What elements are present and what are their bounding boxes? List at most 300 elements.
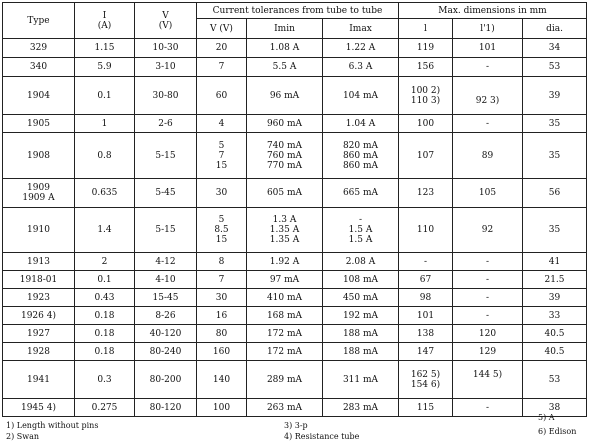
cell-line: 5-15 [155,225,176,235]
cell-line: 67 [419,274,432,285]
cell-line: 98 [419,292,432,303]
diameter-cell [523,77,587,115]
imin-cell [247,325,323,343]
type-cell [3,343,75,361]
length-nopins-cell [453,253,523,271]
voltage-cell [135,271,197,289]
voltage-label: V [162,10,169,21]
cell-line: 20 [215,43,228,53]
cell-line: 8 [218,256,225,267]
current-cell [75,208,135,253]
cell-line: 450 mA [342,292,379,303]
cell-line: 188 mA [342,346,379,357]
col-type-header: Type [3,3,75,39]
cell-line: 8.5 [214,225,229,235]
table-row [3,77,587,115]
tol-voltage-cell [197,208,247,253]
cell-line: 80-240 [149,346,182,357]
table-row [3,253,587,271]
diameter-cell [523,115,587,133]
cell-line: 80 [215,328,228,339]
cell-line: 6.3 A [348,62,373,72]
table-row [3,208,587,253]
cell-line: 41 [548,256,561,267]
tol-voltage-cell [197,39,247,58]
cell-line: 1.3 A [272,215,297,225]
cell-line: 1.22 A [345,43,376,53]
length-nopins-cell [453,343,523,361]
cell-line: 1941 [27,374,50,385]
footnote-3: 3) 3-p [284,421,308,430]
cell-line: 119 [416,43,435,53]
cell-line: 7 [218,62,225,72]
cell-line: 5.9 [97,62,112,72]
cell-line: 0.635 [91,188,118,198]
tol-voltage-cell [197,271,247,289]
imax-cell [323,253,399,271]
tol-voltage-cell [197,115,247,133]
imax-cell [323,271,399,289]
cell-line: 15 [215,160,228,171]
col-imax-header: Imax [323,19,399,39]
cell-line: 263 mA [266,402,303,413]
voltage-cell [135,399,197,417]
cell-line: 16 [215,310,228,321]
current-cell [75,361,135,399]
length-cell [399,325,453,343]
cell-line: 0.43 [94,292,115,303]
imin-cell [247,343,323,361]
table-row [3,361,587,399]
cell-line: 1927 [27,328,50,339]
cell-line: 5-45 [155,188,176,198]
current-cell [75,133,135,179]
cell-line: 4-10 [155,274,176,285]
tol-voltage-cell [197,179,247,208]
cell-line: 3-10 [155,62,176,72]
type-cell [3,361,75,399]
cell-line: 8-26 [155,310,176,321]
cell-line: 15-45 [152,292,179,303]
col-imin-header: Imin [247,19,323,39]
cell-line: 1.35 A [269,235,300,245]
diameter-cell [523,58,587,77]
cell-line [455,86,520,96]
cell-line: 340 [29,62,48,72]
type-cell [3,179,75,208]
cell-line: 2.08 A [345,256,376,267]
type-cell [3,325,75,343]
dimension-group-header: Max. dimensions in mm [399,3,587,19]
type-cell [3,307,75,325]
cell-line: 39 [548,90,561,101]
diameter-cell [523,271,587,289]
cell-line: 192 mA [342,310,379,321]
table-row [3,399,587,417]
tol-voltage-cell [197,343,247,361]
cell-line: 289 mA [266,374,303,385]
imax-cell [323,115,399,133]
imax-cell [323,307,399,325]
imin-cell [247,115,323,133]
cell-line: 92 [481,225,494,235]
cell-line: 188 mA [342,328,379,339]
length-nopins-cell [453,58,523,77]
current-cell [75,58,135,77]
cell-line: 56 [548,188,561,198]
cell-line: 100 [212,402,231,413]
tol-voltage-cell [197,289,247,307]
cell-line: 101 [478,43,497,53]
cell-line: 101 [416,310,435,321]
cell-line: 7 [218,274,225,285]
current-cell [75,325,135,343]
table-row [3,39,587,58]
type-cell [3,253,75,271]
imin-cell [247,253,323,271]
cell-line: 0.18 [94,328,115,339]
voltage-cell [135,343,197,361]
length-cell [399,399,453,417]
cell-line: 665 mA [342,188,379,198]
imax-cell [323,325,399,343]
cell-line: 96 mA [269,90,300,101]
cell-line: 40.5 [544,328,565,339]
cell-line: 860 mA [342,150,379,161]
cell-line: 34 [548,43,561,53]
cell-line: 1913 [27,256,50,267]
col-current-header [75,3,135,39]
imax-cell [323,289,399,307]
cell-line: - [485,118,490,129]
cell-line: 4 [218,118,225,129]
cell-line: - [485,292,490,303]
cell-line: 33 [548,310,561,321]
current-cell [75,289,135,307]
diameter-cell [523,208,587,253]
cell-line: 160 [212,346,231,357]
col-diameter-header: dia. [523,19,587,39]
cell-line: 154 6) [410,379,441,390]
table-row [3,58,587,77]
current-cell [75,77,135,115]
imin-cell [247,133,323,179]
type-cell [3,58,75,77]
cell-line: 80-200 [149,374,182,385]
tube-specs-table [2,2,587,417]
cell-line: 0.275 [91,402,118,413]
cell-line: 53 [548,62,561,72]
imax-cell [323,58,399,77]
type-cell [3,77,75,115]
type-cell [3,133,75,179]
cell-line: 0.1 [97,90,112,101]
cell-line: 97 mA [269,274,300,285]
length-cell [399,289,453,307]
length-cell [399,77,453,115]
current-cell [75,307,135,325]
imax-cell [323,133,399,179]
imax-cell [323,179,399,208]
cell-line: 35 [548,150,561,161]
length-cell [399,115,453,133]
cell-line: - [485,402,490,413]
cell-line: 820 mA [342,140,379,151]
cell-line: 7 [218,150,225,161]
cell-line: - [423,256,428,267]
cell-line: 30 [215,292,228,303]
length-cell [399,58,453,77]
cell-line: 129 [478,346,497,357]
cell-line: 1945 4) [20,402,56,413]
voltage-unit: (V) [158,20,173,31]
imax-cell [323,343,399,361]
length-nopins-cell [453,271,523,289]
cell-line: 53 [548,374,561,385]
col-length-header: l [399,19,453,39]
cell-line: 0.3 [97,374,112,385]
imin-cell [247,399,323,417]
current-cell [75,271,135,289]
voltage-cell [135,58,197,77]
length-nopins-cell [453,179,523,208]
voltage-cell [135,208,197,253]
imin-cell [247,39,323,58]
diameter-cell [523,179,587,208]
table-row [3,343,587,361]
imin-cell [247,271,323,289]
cell-line: 960 mA [266,118,303,129]
cell-line: 30 [215,188,228,198]
voltage-cell [135,289,197,307]
cell-line: 283 mA [342,402,379,413]
cell-line: 329 [29,43,48,53]
footnote-4: 4) Resistance tube [284,432,360,441]
tol-voltage-cell [197,253,247,271]
cell-line: 0.8 [97,150,112,161]
cell-line: 162 5) [410,369,441,380]
footnote-6: 6) Edison [538,427,577,436]
current-cell [75,343,135,361]
type-cell [3,271,75,289]
diameter-cell [523,343,587,361]
length-nopins-cell [453,208,523,253]
cell-line: 0.18 [94,346,115,357]
table-row [3,115,587,133]
cell-line: 1923 [27,292,50,303]
length-nopins-cell [453,133,523,179]
imin-cell [247,361,323,399]
length-nopins-cell [453,325,523,343]
cell-line: 1918-01 [19,274,58,285]
cell-line: 115 [416,402,435,413]
cell-line: 860 mA [342,160,379,171]
diameter-cell [523,325,587,343]
cell-line: 1.5 A [348,225,373,235]
cell-line: 1909 A [22,193,55,203]
cell-line: 5.5 A [272,62,297,72]
length-cell [399,208,453,253]
cell-line: 605 mA [266,188,303,198]
voltage-cell [135,39,197,58]
cell-line: 120 [478,328,497,339]
cell-line: 35 [548,225,561,235]
cell-line: 1909 [27,183,50,193]
current-cell [75,399,135,417]
col-length-nopins-header: l'1) [453,19,523,39]
cell-line: 1910 [27,225,50,235]
length-cell [399,307,453,325]
cell-line: 311 mA [342,374,379,385]
cell-line: 1926 4) [20,310,56,321]
cell-line: 105 [478,188,497,198]
tol-voltage-cell [197,77,247,115]
length-cell [399,343,453,361]
cell-line: 1905 [27,118,50,129]
cell-line: 100 2) [410,85,441,96]
table-row [3,179,587,208]
cell-line: 168 mA [266,310,303,321]
voltage-cell [135,115,197,133]
cell-line: 38 [548,402,561,413]
current-cell [75,253,135,271]
cell-line: 770 mA [266,160,303,171]
col-tol-voltage-header: V (V) [197,19,247,39]
cell-line: 100 [416,118,435,129]
cell-line: 760 mA [266,150,303,161]
imin-cell [247,208,323,253]
cell-line: 10-30 [152,43,179,53]
imin-cell [247,179,323,208]
cell-line: 1908 [27,150,50,161]
cell-line: 60 [215,90,228,101]
imin-cell [247,307,323,325]
cell-line: 80-120 [149,402,182,413]
voltage-cell [135,361,197,399]
cell-line: - [485,274,490,285]
cell-line: 1.35 A [269,225,300,235]
cell-line: 1.4 [97,225,112,235]
cell-line: 740 mA [266,140,303,151]
tol-voltage-cell [197,58,247,77]
cell-line: 39 [548,292,561,303]
footnote-1: 1) Length without pins [6,421,99,430]
imax-cell [323,77,399,115]
cell-line: 2-6 [158,118,173,129]
tolerance-group-header: Current tolerances from tube to tube [197,3,399,19]
cell-line: 1.04 A [345,118,376,129]
footnote-5: 5) A [538,413,555,422]
diameter-cell [523,307,587,325]
cell-line: 1.15 [94,43,115,53]
cell-line: 140 [212,374,231,385]
cell-line: 410 mA [266,292,303,303]
cell-line [455,380,520,390]
length-nopins-cell [453,307,523,325]
cell-line: 1928 [27,346,50,357]
cell-line: 5-15 [155,150,176,161]
cell-line: 0.1 [97,274,112,285]
voltage-cell [135,133,197,179]
cell-line: - [358,215,363,225]
cell-line: 1.5 A [348,235,373,245]
length-nopins-cell [453,39,523,58]
length-nopins-cell [453,399,523,417]
cell-line: 104 mA [342,90,379,101]
footnote-2: 2) Swan [6,432,40,441]
imax-cell [323,39,399,58]
current-label: I [102,10,107,21]
col-voltage-header [135,3,197,39]
length-cell [399,361,453,399]
voltage-cell [135,179,197,208]
cell-line: - [485,62,490,72]
cell-line: 1904 [27,90,50,101]
cell-line: 15 [215,235,228,245]
voltage-cell [135,77,197,115]
current-cell [75,39,135,58]
cell-line: 5 [218,215,225,225]
cell-line: 4-12 [155,256,176,267]
cell-line: 89 [481,150,494,161]
cell-line: 107 [416,150,435,161]
cell-line: 1.92 A [269,256,300,267]
imin-cell [247,289,323,307]
length-nopins-cell [453,77,523,115]
diameter-cell [523,289,587,307]
voltage-cell [135,325,197,343]
table-row [3,133,587,179]
cell-line: 40-120 [149,328,182,339]
diameter-cell [523,361,587,399]
cell-line: 172 mA [266,328,303,339]
cell-line: 123 [416,188,435,198]
tol-voltage-cell [197,399,247,417]
diameter-cell [523,133,587,179]
tol-voltage-cell [197,361,247,399]
imin-cell [247,58,323,77]
imax-cell [323,361,399,399]
length-nopins-cell [453,289,523,307]
cell-line: 147 [416,346,435,357]
table-row [3,289,587,307]
imax-cell [323,208,399,253]
cell-line: 138 [416,328,435,339]
current-cell [75,115,135,133]
diameter-cell [523,39,587,58]
imin-cell [247,77,323,115]
imax-cell [323,399,399,417]
cell-line: 30-80 [152,90,179,101]
type-cell [3,289,75,307]
type-cell [3,115,75,133]
voltage-cell [135,253,197,271]
cell-line: 156 [416,62,435,72]
type-cell [3,399,75,417]
cell-line: 172 mA [266,346,303,357]
cell-line: 35 [548,118,561,129]
cell-line: 110 3) [410,95,441,106]
cell-line: 1 [101,118,108,129]
table-row [3,325,587,343]
cell-line: - [485,310,490,321]
length-cell [399,253,453,271]
length-nopins-cell [453,115,523,133]
table-body [3,39,587,417]
cell-line: 40.5 [544,346,565,357]
cell-line: 5 [218,140,225,151]
tol-voltage-cell [197,307,247,325]
